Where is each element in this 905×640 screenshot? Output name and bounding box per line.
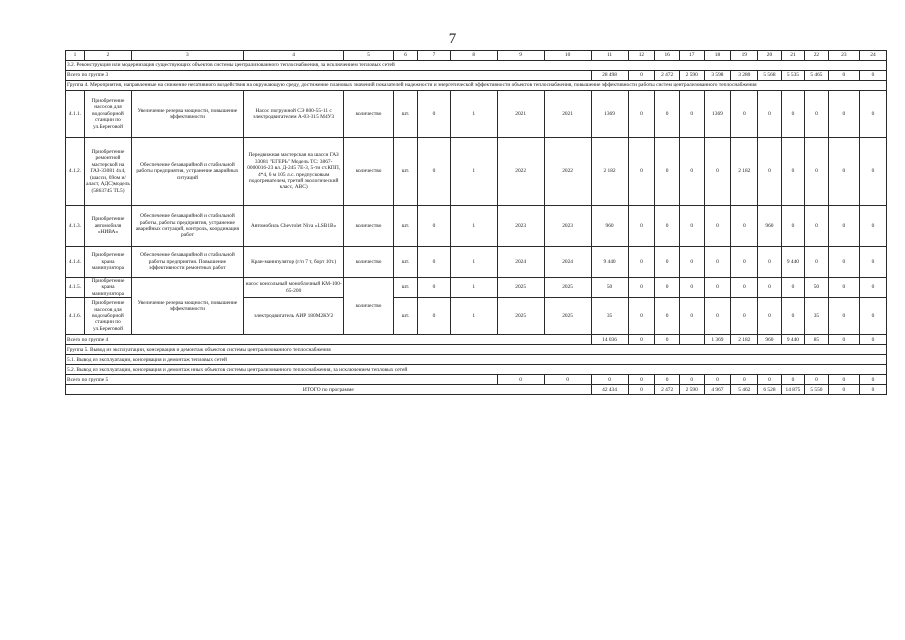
section-row: [66, 61, 887, 71]
column-number: 2: [85, 51, 132, 61]
row-cell: 0: [655, 91, 680, 138]
row-cell: 0: [859, 206, 886, 247]
section-heading: Группа 4. Мероприятия, направленные на снижение негативного воздействия на окружающую среду, достижение плановых значений показателей надежности и энергетической эффективности объектов теплоснабжения, повышение эффективности работы систем централизованного теплоснабжения: [66, 81, 887, 91]
total-cell: 6 528: [758, 385, 781, 395]
total-cell: 0: [731, 375, 758, 385]
row-number: 4.1.2.: [66, 138, 85, 206]
row-name: Приобретение насосов для водозаборной станции по ул.Береговой: [85, 298, 132, 335]
row-cell: 0: [859, 247, 886, 278]
row-cell: 0: [828, 206, 859, 247]
row-cell: 0: [655, 138, 680, 206]
row-cell: 35: [591, 298, 628, 335]
section-row: [66, 365, 887, 375]
row-cell: 0: [828, 247, 859, 278]
table-row: [66, 247, 887, 278]
row-indicator: количество: [344, 206, 393, 247]
row-purpose: Обеспечение безаварийной и стабильной работы предприятия. Повышение эффективности ремонтных работ: [131, 247, 243, 278]
total-cell: 2 472: [655, 71, 680, 81]
row-cell: 2024: [544, 247, 591, 278]
row-cell: 2021: [544, 91, 591, 138]
row-cell: 0: [758, 278, 781, 298]
row-unit: шт.: [393, 91, 418, 138]
row-cell: 0: [805, 247, 828, 278]
section-heading: Группа 5. Вывод из эксплуатации, консервация и демонтаж объектов системы централизованного теплоснабжения: [66, 345, 887, 355]
row-spec: Автомобиль Chevrolet Niva «LSВ1В»: [243, 206, 344, 247]
total-cell: 0: [828, 375, 859, 385]
row-cell: 2025: [497, 298, 544, 335]
total-cell: 0: [628, 385, 655, 395]
column-number: 23: [828, 51, 859, 61]
row-cell: 0: [805, 206, 828, 247]
row-purpose: Увеличение резерва мощности, повышение эффективности: [131, 91, 243, 138]
total-cell: 0: [497, 375, 544, 385]
row-cell: 0: [628, 247, 655, 278]
row-cell: 0: [758, 247, 781, 278]
total-cell: 0: [591, 375, 628, 385]
row-cell: 1: [450, 247, 497, 278]
total-cell: 0: [758, 375, 781, 385]
row-cell: 35: [805, 298, 828, 335]
row-cell: 0: [418, 138, 450, 206]
row-cell: 0: [731, 298, 758, 335]
total-cell: 0: [859, 385, 886, 395]
row-cell: 0: [679, 247, 704, 278]
row-cell: 0: [781, 298, 804, 335]
row-cell: 9 440: [591, 247, 628, 278]
row-cell: 0: [655, 278, 680, 298]
column-number: 9: [497, 51, 544, 61]
row-cell: 0: [704, 278, 731, 298]
column-number: 7: [418, 51, 450, 61]
column-number: 1: [66, 51, 85, 61]
section-row: [66, 345, 887, 355]
row-spec: Передвижная мастерская на шасси ГАЗ 33081 "ЕГЕРЬ" Модель ТС: 3867-0000016-23 вл. Д-245 7Е-3, 5-ти ст.КПП, 4*4, 6 м 105 л.с. предпусковым подогревателем, третий экологический класс, АВС): [243, 138, 344, 206]
row-cell: 0: [758, 138, 781, 206]
row-cell: 0: [731, 206, 758, 247]
total-cell: 1 369: [704, 335, 731, 345]
row-cell: 0: [758, 298, 781, 335]
column-number: 11: [591, 51, 628, 61]
column-number-row: [66, 51, 887, 61]
row-cell: 0: [655, 206, 680, 247]
total-cell: 0: [628, 71, 655, 81]
row-cell: 0: [828, 298, 859, 335]
row-cell: 0: [704, 298, 731, 335]
column-number: 4: [243, 51, 344, 61]
row-cell: 2 182: [731, 138, 758, 206]
group-total-row: [66, 71, 887, 81]
row-cell: 0: [628, 298, 655, 335]
column-number: 17: [679, 51, 704, 61]
section-row: [66, 81, 887, 91]
row-spec: насос консольный моноблочный КМ-100-65-200: [243, 278, 344, 298]
row-cell: 0: [731, 91, 758, 138]
total-cell: 5 465: [805, 71, 828, 81]
column-number: 18: [704, 51, 731, 61]
column-number: 22: [805, 51, 828, 61]
row-cell: 0: [828, 91, 859, 138]
row-cell: 960: [591, 206, 628, 247]
column-number: 10: [544, 51, 591, 61]
row-cell: 0: [781, 278, 804, 298]
row-purpose: Обеспечение безаварийной и стабильной работы, работы предприятия, устранение аварийных ситуаций, контроль, координация работ: [131, 206, 243, 247]
total-cell: 0: [628, 335, 655, 345]
column-number: 5: [344, 51, 393, 61]
total-cell: 0: [704, 375, 731, 385]
column-number: 8: [450, 51, 497, 61]
total-cell: 5 462: [731, 385, 758, 395]
row-cell: 50: [805, 278, 828, 298]
total-cell: 2 182: [731, 335, 758, 345]
row-name: Приобретение крана манипулятора: [85, 247, 132, 278]
row-cell: 0: [628, 278, 655, 298]
row-cell: 0: [679, 138, 704, 206]
total-label: Всего по группе 3: [66, 71, 592, 81]
row-cell: 50: [591, 278, 628, 298]
total-cell: 14 036: [591, 335, 628, 345]
total-cell: 0: [828, 335, 859, 345]
total-cell: 0: [655, 375, 680, 385]
row-cell: 2023: [497, 206, 544, 247]
row-cell: 0: [704, 138, 731, 206]
row-cell: 0: [418, 247, 450, 278]
row-cell: 1: [450, 91, 497, 138]
row-cell: 0: [418, 206, 450, 247]
row-cell: 2025: [544, 298, 591, 335]
table-row: [66, 91, 887, 138]
page-number: 7: [448, 31, 457, 47]
group-total-row: [66, 375, 887, 385]
row-cell: 0: [628, 91, 655, 138]
row-cell: 1369: [591, 91, 628, 138]
row-name: Приобретение насосов для водозаборной станции по ул.Береговой: [85, 91, 132, 138]
total-cell: 85: [805, 335, 828, 345]
row-cell: 0: [418, 298, 450, 335]
row-name: Приобретение автомобиля «НИВА»: [85, 206, 132, 247]
row-number: 4.1.5.: [66, 278, 85, 298]
total-cell: 28 498: [591, 71, 628, 81]
row-cell: 2021: [497, 91, 544, 138]
total-cell: 0: [679, 375, 704, 385]
row-cell: 0: [704, 247, 731, 278]
total-cell: 2 590: [679, 71, 704, 81]
group-total-row: [66, 335, 887, 345]
row-unit: шт.: [393, 278, 418, 298]
row-spec: Кран-манипулятор (г/п 7 т, борт 10т.): [243, 247, 344, 278]
total-cell: 3 598: [704, 71, 731, 81]
row-name: Приобретение крана манипулятора: [85, 278, 132, 298]
row-cell: 960: [758, 206, 781, 247]
row-number: 4.1.3.: [66, 206, 85, 247]
column-number: 20: [758, 51, 781, 61]
section-heading: 5.2. Вывод из эксплуатации, консервация и демонтаж иных объектов системы централизованного теплоснабжения, за исключением тепловых сетей: [66, 365, 887, 375]
row-indicator: количество: [344, 91, 393, 138]
total-cell: 0: [859, 375, 886, 385]
row-cell: 2022: [497, 138, 544, 206]
total-cell: 5 550: [805, 385, 828, 395]
table-row: [66, 138, 887, 206]
row-cell: 0: [731, 278, 758, 298]
section-heading: 3.2. Реконструкция или модернизация существующих объектов системы централизованного теплоснабжения, за исключением тепловых сетей: [66, 61, 887, 71]
total-cell: 0: [628, 375, 655, 385]
column-number: 24: [859, 51, 886, 61]
row-cell: 1: [450, 278, 497, 298]
row-cell: 0: [679, 206, 704, 247]
total-cell: 0: [828, 71, 859, 81]
row-purpose: Увеличение резерва мощности, повышение эффективности: [131, 278, 243, 335]
column-number: 12: [628, 51, 655, 61]
row-cell: 0: [731, 247, 758, 278]
row-cell: 0: [805, 91, 828, 138]
row-cell: 0: [828, 278, 859, 298]
total-cell: 42 434: [591, 385, 628, 395]
total-cell: 0: [655, 335, 680, 345]
row-cell: 0: [758, 91, 781, 138]
row-number: 4.1.6.: [66, 298, 85, 335]
section-row: [66, 355, 887, 365]
total-cell: 14 875: [781, 385, 804, 395]
row-unit: шт.: [393, 298, 418, 335]
row-spec: электродвигатель АИР 180М2КУ2: [243, 298, 344, 335]
program-table: [65, 50, 887, 395]
row-cell: 2023: [544, 206, 591, 247]
row-spec: Насос погружной СЭ 800-55-11 с электродвигателем А-03-315 М4У3: [243, 91, 344, 138]
column-number: 3: [131, 51, 243, 61]
row-indicator: количество: [344, 247, 393, 278]
total-cell: 9 440: [781, 335, 804, 345]
row-purpose: Обеспечение безаварийной и стабильной работы предприятия, устранение аварийных ситуаций: [131, 138, 243, 206]
total-cell: 2 472: [655, 385, 680, 395]
total-label: Всего по группе 4: [66, 335, 592, 345]
row-cell: 2025: [497, 278, 544, 298]
row-cell: 0: [655, 247, 680, 278]
row-cell: 2022: [544, 138, 591, 206]
row-cell: 0: [781, 138, 804, 206]
row-cell: 2025: [544, 278, 591, 298]
total-cell: 0: [859, 71, 886, 81]
row-cell: 0: [679, 278, 704, 298]
row-cell: 1: [450, 206, 497, 247]
row-cell: 0: [781, 206, 804, 247]
row-cell: 1: [450, 298, 497, 335]
column-number: 19: [731, 51, 758, 61]
row-cell: 2024: [497, 247, 544, 278]
row-unit: шт.: [393, 138, 418, 206]
row-cell: 0: [704, 206, 731, 247]
column-number: 16: [655, 51, 680, 61]
total-label: Всего по группе 5: [66, 375, 498, 385]
row-name: Приобретение ремонтной мастерской на ГАЗ-33081 4х4, (шасси, 69ом и/аласт, АДС)модель (5863745 TL5): [85, 138, 132, 206]
row-cell: 0: [781, 91, 804, 138]
row-cell: 0: [859, 91, 886, 138]
row-cell: 0: [628, 206, 655, 247]
program-total-label: ИТОГО по программе: [66, 385, 592, 395]
row-cell: 0: [418, 91, 450, 138]
total-cell: 5 535: [781, 71, 804, 81]
table-row: [66, 206, 887, 247]
row-cell: 0: [655, 298, 680, 335]
total-cell: 5 568: [758, 71, 781, 81]
total-cell: [679, 335, 704, 345]
row-cell: 9 440: [781, 247, 804, 278]
row-cell: 0: [859, 138, 886, 206]
row-indicator: количество: [344, 138, 393, 206]
total-cell: 960: [758, 335, 781, 345]
total-cell: 0: [805, 375, 828, 385]
total-cell: 3 280: [731, 71, 758, 81]
row-number: 4.1.1.: [66, 91, 85, 138]
row-number: 4.1.4.: [66, 247, 85, 278]
total-cell: 0: [781, 375, 804, 385]
row-cell: 1369: [704, 91, 731, 138]
total-cell: 0: [544, 375, 591, 385]
row-cell: 0: [418, 278, 450, 298]
table-row: [66, 278, 887, 298]
row-cell: 0: [828, 138, 859, 206]
total-cell: 4 967: [704, 385, 731, 395]
row-cell: 0: [679, 298, 704, 335]
total-cell: 0: [859, 335, 886, 345]
program-total-row: [66, 385, 887, 395]
column-number: 6: [393, 51, 418, 61]
row-indicator: количество: [344, 278, 393, 335]
column-number: 21: [781, 51, 804, 61]
row-unit: шт.: [393, 206, 418, 247]
section-heading: 5.1. Вывод из эксплуатации, консервация и демонтаж тепловых сетей: [66, 355, 887, 365]
row-cell: 0: [628, 138, 655, 206]
row-cell: 0: [859, 298, 886, 335]
total-cell: 2 590: [679, 385, 704, 395]
row-unit: шт.: [393, 247, 418, 278]
row-cell: 0: [679, 91, 704, 138]
row-cell: 0: [859, 278, 886, 298]
row-cell: 0: [805, 138, 828, 206]
total-cell: 0: [828, 385, 859, 395]
row-cell: 1: [450, 138, 497, 206]
row-cell: 2 182: [591, 138, 628, 206]
